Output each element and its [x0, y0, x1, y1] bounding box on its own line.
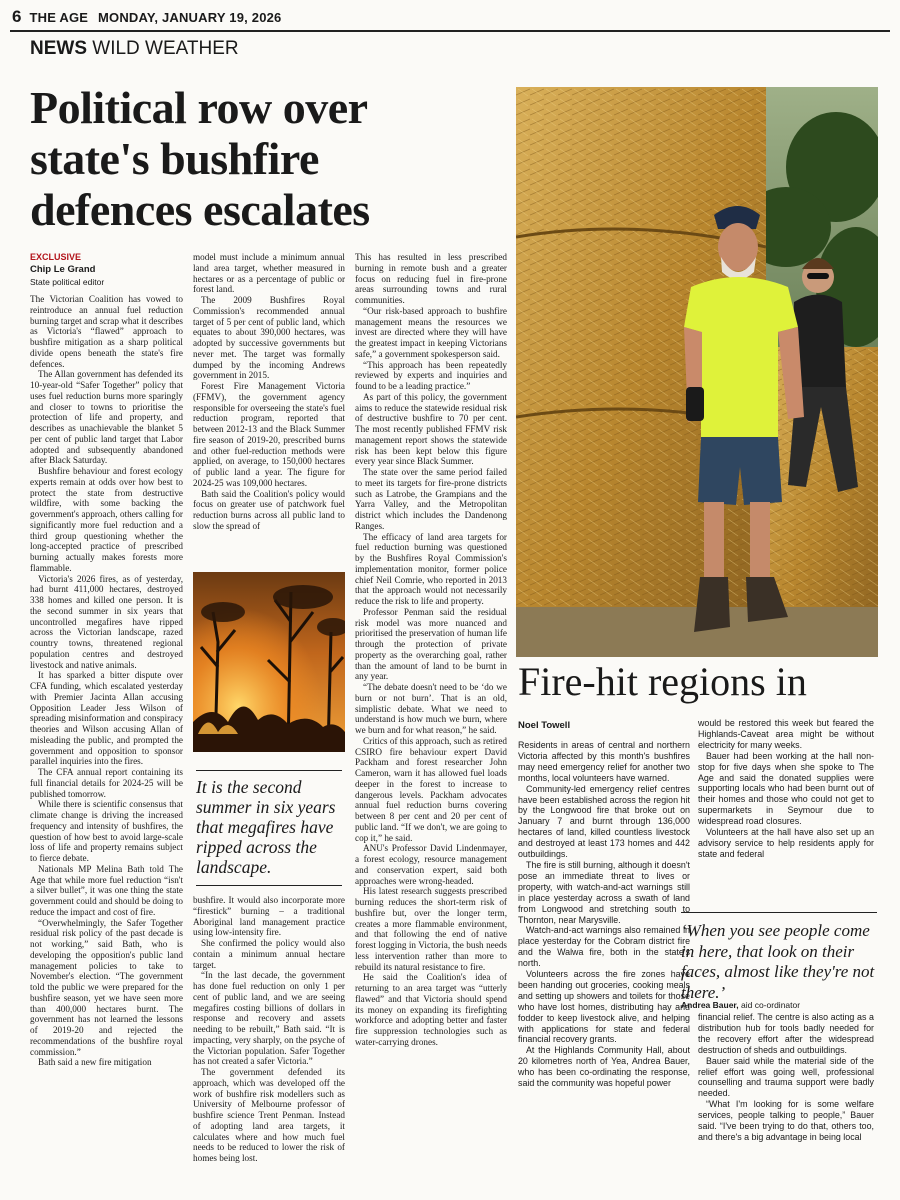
paragraph: Victoria's 2026 fires, as of yesterday, had burnt 411,000 hectares, destroyed 338 homes and killed one person. It is the second summer in six years that uncontrolled megafires have ripped across the Victorian landscape, razed country towns, threatened regional population centres and destroyed livestock and native animals. — [30, 573, 183, 670]
page-folio — [12, 7, 282, 27]
paragraph: Forest Fire Management Victoria (FFMV), the government agency responsible for overseeing the state's fuel reduction program, reported that between 2012-13 and the Black Summer fire season of 2019-20, prescribed burns and other fuel-reduction methods were applied, on average, to 150,000 hectares of public land a year. The figure for 2024-25 was 109,000 hectares. — [193, 381, 345, 488]
paragraph: The 2009 Bushfires Royal Commission's recommended annual target of 5 per cent of public land, which equates to about 390,000 hectares, was adopted by successive governments but never met. The target was formally dumped by the incoming Andrews government in 2015. — [193, 295, 345, 381]
paragraph: The Allan government has defended its 10-year-old “Safer Together” policy that uses fuel reduction burns more sparingly and closer to towns to prioritise the protection of life and property, and describes as unachievable the blanket 5 per cent of public land target that Labor adopted and subsequently abandoned after Black Saturday. — [30, 369, 183, 466]
second-column-2-top — [698, 718, 874, 900]
second-column-1 — [518, 740, 690, 1198]
main-byline: Chip Le Grand — [30, 264, 96, 275]
main-column-2-bottom — [193, 895, 345, 1198]
main-column-1 — [30, 294, 183, 1198]
paragraph: Community-led emergency relief centres have been established across the region hit by the Longwood fire that broke out on January 7 and burnt through 136,000 hectares of land, killed countless livestock and destroyed at least 173 homes and 442 outbuildings. — [518, 783, 690, 860]
paragraph: Residents in areas of central and northern Victoria affected by this month's bushfires may need emergency relief for another two months, local volunteers have warned. — [518, 740, 690, 783]
paragraph: would be restored this week but feared the Highlands-Caveat area might be without electricity for many weeks. — [698, 718, 874, 750]
main-headline — [30, 82, 490, 235]
paragraph: While there is scientific consensus that climate change is driving the increased frequency and intensity of bushfires, the question of how best to avoid large-scale loss of life and property remains subject to fierce debate. — [30, 799, 183, 863]
paragraph: “Our risk-based approach to bushfire management means the resources we invest are directed where they will have the greatest impact in keeping Victorians safe,” a government spokesperson said. — [355, 305, 507, 359]
main-column-3 — [355, 252, 507, 1198]
main-column-2-top — [193, 252, 345, 570]
paragraph: bushfire. It would also incorporate more “firestick” burning – a traditional Aboriginal land management practice using low-intensity fire. — [193, 895, 345, 938]
paragraph: “This approach has been repeatedly reviewed by experts and inquiries and found to be a leading practice.” — [355, 359, 507, 391]
bushfire-photo — [193, 572, 345, 752]
headline-line: Political row over — [30, 82, 368, 133]
hay-bales-photo-illustration — [516, 87, 878, 657]
paragraph: Bauer said while the material side of the relief effort was going well, professional counselling and trauma support were badly needed. — [698, 1055, 874, 1099]
paragraph: financial relief. The centre is also acting as a distribution hub for tools badly needed for the recovery effort after the widespread destruction of sheds and outbuildings. — [698, 1012, 874, 1055]
section-primary: NEWS — [30, 38, 87, 59]
pull-quote-second: ‘When you see people come in here, that look on their faces, almost like they're not there.’ — [681, 912, 877, 1003]
page-number: 6 — [12, 7, 22, 26]
paragraph: He said the Coalition's idea of returning to an area target was “utterly flawed” and that Victoria should spend its money on expanding its firefighting workforce and adopting better and faster fire suppression technologies such as water-carrying drones. — [355, 972, 507, 1047]
paragraph: model must include a minimum annual land area target, whether measured in hectares or as a percentage of public or forest land. — [193, 252, 345, 295]
paragraph: Critics of this approach, such as retired CSIRO fire behaviour expert David Packham and forest researcher John Cameron, warn it has allowed fuel loads deeper in the forest to increase to dangerous levels. Packham advocates annual fuel reduction burns covering between 8 per cent and 20 per cent of public land. “If we don't, we are going to cop it,” he said. — [355, 735, 507, 843]
paragraph: It has sparked a bitter dispute over CFA funding, which escalated yesterday with Premier Jacinta Allan accusing Opposition Leader Jess Wilson of spreading misinformation and conspiracy theories and Wilson accusing Allan of misleading the public, and prompted the government and opposition to sponsor parallel inquiries into the fires. — [30, 670, 183, 767]
paragraph: Volunteers across the fire zones have been handing out groceries, cooking meals and setting up showers and toilets for those who have lost homes, distributing hay and fodder to keep livestock alive, and helping with applications for state and federal financial recovery grants. — [518, 969, 690, 1045]
second-byline: Noel Towell — [518, 720, 571, 731]
paragraph: The efficacy of land area targets for fuel reduction burning was questioned by the Bushfires Royal Commission's implementation monitor, former police chief Neil Comrie, who reported in 2013 that the approach would not necessarily reduce the risk to life and property. — [355, 531, 507, 606]
exclusive-kicker: EXCLUSIVE — [30, 252, 82, 262]
pull-quote-main: It is the second summer in six years that megafires have ripped across the landscape. — [196, 770, 342, 886]
paragraph: Professor Penman said the residual risk model was more nuanced and prioritised the preservation of human life through the protection of private property as the overarching goal, rather than the amount of land to be burnt in any year. — [355, 606, 507, 682]
paragraph: “Overwhelmingly, the Safer Together residual risk policy of the past decade is not working,” said Bath, who is developing the opposition's public land management policies to take to November's election. “The government told the public we were prepared for the bushfire season, yet we have seen more than 400,000 hectares burnt. The government has not learned the lessons of 2019-20 and rejected the recommendations of the bushfire royal commission.” — [30, 917, 183, 1057]
pull-quote-credit-name: Andrea Bauer, — [681, 1000, 739, 1010]
paragraph: This has resulted in less prescribed burning in remote bush and a greater focus on reducing fuel in fire-prone areas surrounding towns and rural communities. — [355, 252, 507, 305]
paragraph: The state over the same period failed to meet its targets for fire-prone districts such as Latrobe, the Grampians and the Yarra Valley, and the Metropolitan district which includes the Dandenong Ranges. — [355, 467, 507, 531]
paragraph: The CFA annual report containing its full financial details for 2024-25 will be published tomorrow. — [30, 767, 183, 799]
paragraph: Nationals MP Melina Bath told The Age that while more fuel reduction “isn't a silver bullet”, it was one thing the state government could and should be doing to reduce the impact and cost of fire. — [30, 863, 183, 917]
hay-bales-photo — [516, 87, 878, 657]
paper-name: THE AGE — [29, 10, 89, 25]
paragraph: Bauer had been working at the hall non-stop for five days when she spoke to The Age and said the donated supplies were supporting locals who had been burnt out of their homes and those who could not get to supermarkets in Seymour due to widespread road closures. — [698, 750, 874, 827]
bushfire-photo-illustration — [193, 572, 345, 752]
paragraph: Bushfire behaviour and forest ecology experts remain at odds over how best to protect the state from destructive wildfire, with some backing the government's approach, others calling for significantly more fuel reduction and a third group questioning whether the long-accepted practice of prescribed burning actually makes forests more flammable. — [30, 466, 183, 573]
paragraph: The Victorian Coalition has vowed to reintroduce an annual fuel reduction burning target and scrap what it describes as Victoria's “flawed” approach to bushfire mitigation as a sharp political divide opens beneath the state's fire defences. — [30, 294, 183, 369]
paragraph: “The debate doesn't need to be ‘do we burn or not burn’. That is an old, simplistic debate. What we need to understand is how much we burn, where we burn and for what reason,” he said. — [355, 682, 507, 735]
paragraph: She confirmed the policy would also contain a minimum annual hectare target. — [193, 938, 345, 970]
paragraph: “What I'm looking for is some welfare services, people talking to people,” Bauer said. “I've been trying to do that, others too, and there's a big advantage in being local — [698, 1099, 874, 1142]
issue-date: MONDAY, JANUARY 19, 2026 — [97, 10, 282, 25]
top-rule — [10, 30, 890, 32]
paragraph: Volunteers at the hall have also set up an advisory service to help residents apply for state and federal — [698, 827, 874, 859]
paragraph: The fire is still burning, although it doesn't pose an immediate threat to lives or property, with watch-and-act warnings still in place yesterday across a swath of land from Longwood and stretching south to Thornton, near Marysville. — [518, 859, 690, 925]
pull-quote-credit — [681, 1000, 800, 1010]
headline-line: state's bushfire — [30, 133, 319, 184]
paragraph: The government defended its approach, which was developed off the work of bushfire risk modellers such as University of Melbourne professor of bushfire science Trent Penman. Instead of adopting land area targets, it calculates where and how much fuel needs to be reduced to lower the risk of homes being lost. — [193, 1067, 345, 1163]
paragraph: ANU's Professor David Lindenmayer, a forest ecology, resource management and conservation expert, said both approaches were wrong-headed. — [355, 843, 507, 886]
paragraph: “In the last decade, the government has done fuel reduction on only 1 per cent of public land, and we are seeing megafires costing billions of dollars in response and recovery and assets needing to be rebuilt,” Bath said. “It is impacting, very sharply, on the psyche of the Victorian population. Safer Together has not created a safer Victoria.” — [193, 970, 345, 1067]
headline-line: defences escalates — [30, 184, 370, 235]
paragraph: His latest research suggests prescribed burning reduces the short-term risk of bushfire but, over the longer term, creates a more flammable environment, and that following the end of native forest logging in Victoria, the bush needs less intervention rather than more to rebuild its natural resistance to fire. — [355, 886, 507, 972]
paragraph: At the Highlands Community Hall, about 20 kilometres north of Yea, Andrea Bauer, who has been co-ordinating the response, said the community was hopeful power — [518, 1045, 690, 1089]
second-headline: Fire-hit regions in — [518, 659, 807, 704]
section-secondary: WILD WEATHER — [92, 38, 239, 59]
second-column-2-bottom — [698, 1012, 874, 1198]
paragraph: Bath said the Coalition's policy would focus on greater use of patchwork fuel reduction burns across all public land to slow the spread of — [193, 488, 345, 531]
section-label — [30, 38, 239, 60]
main-author-role: State political editor — [30, 277, 105, 287]
paragraph: Watch-and-act warnings also remained in place yesterday for the Cobram district fire and the Walwa fire, both in the state's north. — [518, 925, 690, 969]
paragraph: Bath said a new fire mitigation — [38, 1057, 152, 1068]
paragraph: As part of this policy, the government aims to reduce the statewide residual risk of destructive bushfire to 70 per cent. The most recently published FFMV risk management report shows the statewide risk has been kept below this figure every year since Black Summer. — [355, 391, 507, 467]
pull-quote-credit-role: aid co-ordinator — [738, 1000, 801, 1010]
